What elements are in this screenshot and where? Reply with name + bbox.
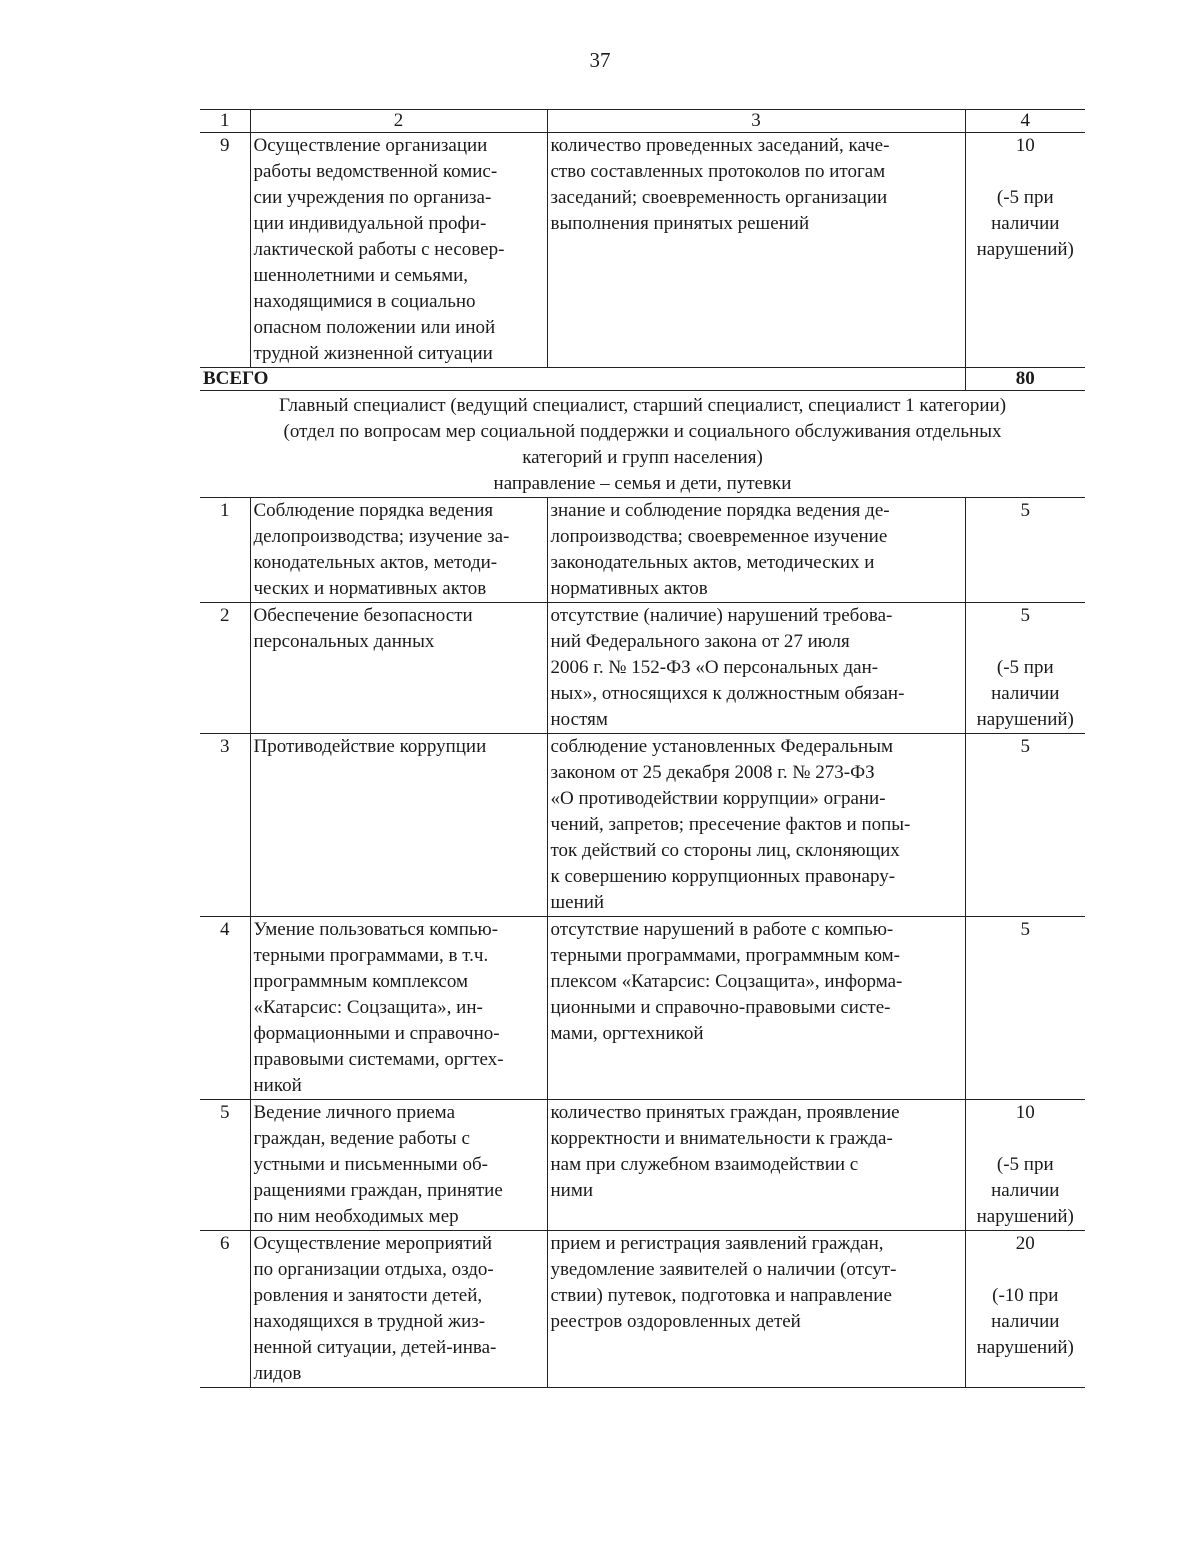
section-heading-line: категорий и групп населения) bbox=[522, 447, 763, 468]
criterion-cell bbox=[250, 734, 547, 917]
indicator-line: мами, оргтехникой bbox=[550, 1023, 704, 1044]
criterion-line: лидов bbox=[253, 1363, 302, 1384]
indicator-line: ний Федерального закона от 27 июля bbox=[550, 631, 850, 652]
penalty-line: наличии bbox=[991, 1311, 1060, 1332]
indicator-line: уведомление заявителей о наличии (отсут- bbox=[550, 1259, 897, 1280]
table-row bbox=[200, 498, 1085, 603]
indicator-line: корректности и внимательности к гражда- bbox=[550, 1128, 893, 1149]
table-row bbox=[200, 133, 1085, 368]
criterion-cell bbox=[250, 133, 547, 368]
header-cell: 1 bbox=[200, 110, 250, 133]
row-number: 3 bbox=[200, 734, 250, 917]
penalty-line: наличии bbox=[991, 1180, 1060, 1201]
indicator-line: ностям bbox=[550, 709, 608, 730]
criterion-line: персональных данных bbox=[253, 631, 435, 652]
indicator-cell bbox=[547, 603, 965, 734]
criterion-cell bbox=[250, 917, 547, 1100]
points-value: 5 bbox=[1020, 500, 1030, 521]
criterion-line: лактической работы с несовер- bbox=[253, 239, 505, 260]
total-label: ВСЕГО bbox=[200, 368, 965, 391]
indicator-line: терными программами, программным ком- bbox=[550, 945, 900, 966]
criterion-line: шеннолетними и семьями, bbox=[253, 265, 469, 286]
indicator-line: прием и регистрация заявлений граждан, bbox=[550, 1233, 884, 1254]
criterion-line: конодательных актов, методи- bbox=[253, 552, 498, 573]
header-cell: 2 bbox=[250, 110, 547, 133]
criterion-line: работы ведомственной комис- bbox=[253, 161, 498, 182]
criterion-line: Соблюдение порядка ведения bbox=[253, 500, 494, 521]
points-value: 20 bbox=[1015, 1233, 1035, 1254]
points-cell bbox=[965, 498, 1085, 603]
points-value: 10 bbox=[1015, 1102, 1035, 1123]
criterion-cell bbox=[250, 1100, 547, 1231]
indicator-line: чений, запретов; пресечение фактов и попы- bbox=[550, 814, 911, 835]
indicator-cell bbox=[547, 1100, 965, 1231]
criterion-line: ции индивидуальной профи- bbox=[253, 213, 487, 234]
indicator-line: плексом «Катарсис: Соцзащита», информа- bbox=[550, 971, 903, 992]
penalty-line: наличии bbox=[991, 683, 1060, 704]
row-number: 4 bbox=[200, 917, 250, 1100]
penalty-line: нарушений) bbox=[976, 1337, 1074, 1358]
criterion-line: находящихся в трудной жиз- bbox=[253, 1311, 486, 1332]
indicator-cell bbox=[547, 734, 965, 917]
criterion-line: программным комплексом bbox=[253, 971, 469, 992]
row-number: 5 bbox=[200, 1100, 250, 1231]
criterion-line: формационными и справочно- bbox=[253, 1023, 500, 1044]
table-row bbox=[200, 1231, 1085, 1388]
criterion-line: сии учреждения по организа- bbox=[253, 187, 492, 208]
indicator-line: законодательных актов, методических и bbox=[550, 552, 875, 573]
criterion-line: ращениями граждан, принятие bbox=[253, 1180, 503, 1201]
criterion-line: граждан, ведение работы с bbox=[253, 1128, 470, 1149]
points-value: 5 bbox=[1020, 605, 1030, 626]
table-row bbox=[200, 917, 1085, 1100]
points-value: 10 bbox=[1015, 135, 1035, 156]
table-row bbox=[200, 1100, 1085, 1231]
points-value: 5 bbox=[1020, 919, 1030, 940]
criterion-line: ческих и нормативных актов bbox=[253, 578, 487, 599]
indicator-line: лопроизводства; своевременное изучение bbox=[550, 526, 888, 547]
indicator-cell bbox=[547, 498, 965, 603]
points-cell bbox=[965, 917, 1085, 1100]
total-row bbox=[200, 368, 1085, 391]
criterion-line: никой bbox=[253, 1075, 302, 1096]
penalty-line: нарушений) bbox=[976, 1206, 1074, 1227]
indicator-line: нормативных актов bbox=[550, 578, 708, 599]
points-value: 5 bbox=[1020, 736, 1030, 757]
points-cell bbox=[965, 133, 1085, 368]
penalty-line: нарушений) bbox=[976, 709, 1074, 730]
total-value: 80 bbox=[965, 368, 1085, 391]
page-number: 37 bbox=[589, 48, 611, 72]
criterion-line: Умение пользоваться компью- bbox=[253, 919, 499, 940]
indicator-line: «О противодействии коррупции» ограни- bbox=[550, 788, 886, 809]
spacer bbox=[966, 1126, 1086, 1152]
table-row bbox=[200, 734, 1085, 917]
criterion-line: Обеспечение безопасности bbox=[253, 605, 473, 626]
criterion-line: устными и письменными об- bbox=[253, 1154, 488, 1175]
indicator-line: количество проведенных заседаний, каче- bbox=[550, 135, 890, 156]
indicator-line: законом от 25 декабря 2008 г. № 273-ФЗ bbox=[550, 762, 875, 783]
spacer bbox=[966, 629, 1086, 655]
indicator-cell bbox=[547, 1231, 965, 1388]
indicator-line: нам при служебном взаимодействии с bbox=[550, 1154, 859, 1175]
criterion-cell bbox=[250, 603, 547, 734]
spacer bbox=[966, 159, 1086, 185]
header-cell: 3 bbox=[547, 110, 965, 133]
points-cell bbox=[965, 1100, 1085, 1231]
indicator-line: ними bbox=[550, 1180, 594, 1201]
penalty-line: (-5 при bbox=[996, 657, 1054, 678]
criterion-cell bbox=[250, 498, 547, 603]
table-row bbox=[200, 603, 1085, 734]
indicator-line: знание и соблюдение порядка ведения де- bbox=[550, 500, 890, 521]
indicator-line: ток действий со стороны лиц, склоняющих bbox=[550, 840, 900, 861]
section-heading-row bbox=[200, 391, 1085, 498]
criterion-line: трудной жизненной ситуации bbox=[253, 343, 493, 364]
criterion-line: Ведение личного приема bbox=[253, 1102, 456, 1123]
indicator-line: ство составленных протоколов по итогам bbox=[550, 161, 886, 182]
header-cell: 4 bbox=[965, 110, 1085, 133]
criterion-line: по организации отдыха, оздо- bbox=[253, 1259, 494, 1280]
criterion-line: «Катарсис: Соцзащита», ин- bbox=[253, 997, 483, 1018]
points-cell bbox=[965, 734, 1085, 917]
row-number: 9 bbox=[200, 133, 250, 368]
section-heading-line: (отдел по вопросам мер социальной поддержки и социального обслуживания отдельных bbox=[283, 421, 1002, 442]
table-header-row bbox=[200, 110, 1085, 133]
criterion-cell bbox=[250, 1231, 547, 1388]
indicator-cell bbox=[547, 917, 965, 1100]
criterion-line: Осуществление организации bbox=[253, 135, 488, 156]
row-number: 6 bbox=[200, 1231, 250, 1388]
indicator-line: заседаний; своевременность организации bbox=[550, 187, 888, 208]
penalty-line: наличии bbox=[991, 213, 1060, 234]
row-number: 1 bbox=[200, 498, 250, 603]
indicator-cell bbox=[547, 133, 965, 368]
penalty-line: (-10 при bbox=[992, 1285, 1059, 1306]
criterion-line: опасном положении или иной bbox=[253, 317, 496, 338]
indicator-line: ционными и справочно-правовыми систе- bbox=[550, 997, 891, 1018]
section-heading-line: Главный специалист (ведущий специалист, старший специалист, специалист 1 категории) bbox=[278, 395, 1007, 416]
penalty-line: нарушений) bbox=[976, 239, 1074, 260]
section-heading-line: направление – семья и дети, путевки bbox=[493, 473, 792, 494]
row-number: 2 bbox=[200, 603, 250, 734]
criterion-line: делопроизводства; изучение за- bbox=[253, 526, 510, 547]
criteria-table bbox=[200, 109, 1085, 1388]
indicator-line: шений bbox=[550, 892, 605, 913]
criterion-line: находящимися в социально bbox=[253, 291, 476, 312]
criterion-line: правовыми системами, оргтех- bbox=[253, 1049, 504, 1070]
criterion-line: Противодействие коррупции bbox=[253, 736, 487, 757]
indicator-line: отсутствие нарушений в работе с компью- bbox=[550, 919, 894, 940]
indicator-line: ных», относящихся к должностным обязан- bbox=[550, 683, 905, 704]
points-cell bbox=[965, 603, 1085, 734]
indicator-line: выполнения принятых решений bbox=[550, 213, 810, 234]
indicator-line: реестров оздоровленных детей bbox=[550, 1311, 801, 1332]
criterion-line: ровления и занятости детей, bbox=[253, 1285, 483, 1306]
indicator-line: к совершению коррупционных правонару- bbox=[550, 866, 896, 887]
criterion-line: ненной ситуации, детей-инва- bbox=[253, 1337, 497, 1358]
criterion-line: Осуществление мероприятий bbox=[253, 1233, 493, 1254]
criterion-line: терными программами, в т.ч. bbox=[253, 945, 489, 966]
penalty-line: (-5 при bbox=[996, 187, 1054, 208]
indicator-line: количество принятых граждан, проявление bbox=[550, 1102, 900, 1123]
section-heading bbox=[200, 391, 1085, 498]
criterion-line: по ним необходимых мер bbox=[253, 1206, 459, 1227]
indicator-line: ствии) путевок, подготовка и направление bbox=[550, 1285, 892, 1306]
indicator-line: 2006 г. № 152-ФЗ «О персональных дан- bbox=[550, 657, 879, 678]
indicator-line: отсутствие (наличие) нарушений требова- bbox=[550, 605, 893, 626]
indicator-line: соблюдение установленных Федеральным bbox=[550, 736, 894, 757]
points-cell bbox=[965, 1231, 1085, 1388]
penalty-line: (-5 при bbox=[996, 1154, 1054, 1175]
spacer bbox=[966, 1257, 1086, 1283]
